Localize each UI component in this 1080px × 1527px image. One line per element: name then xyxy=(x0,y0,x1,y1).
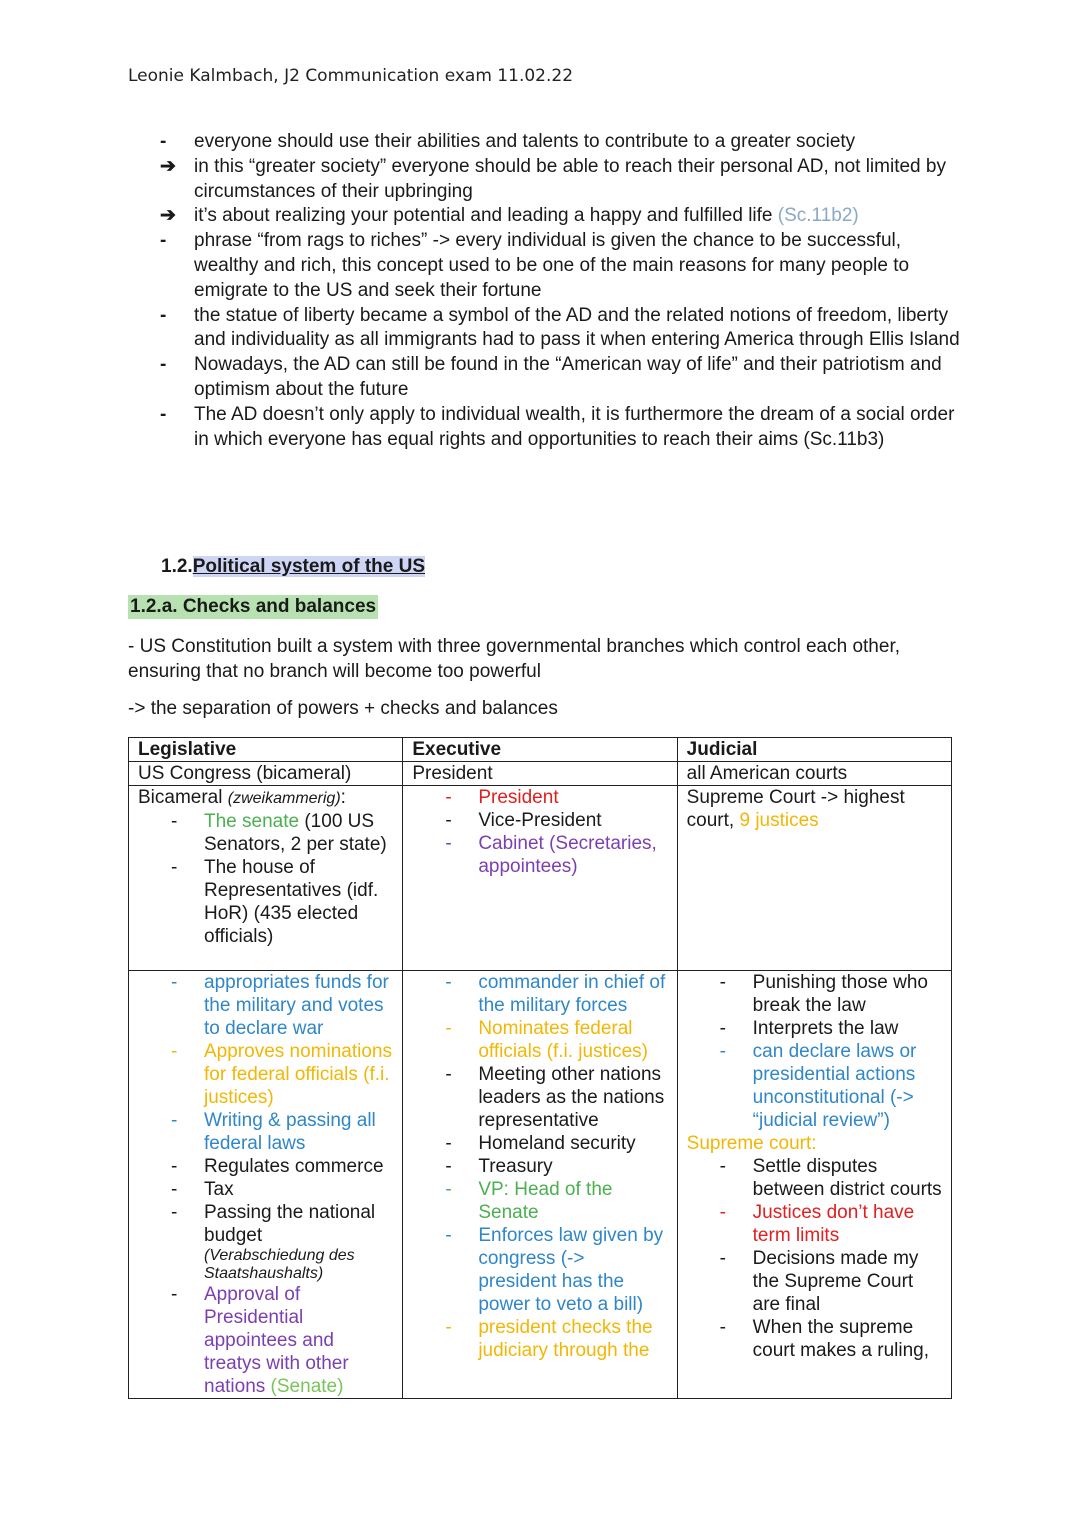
legislative-composition: Bicameral (zweikammerig): - The senate (100 US Senators, 2 per state) - The house of Representatives (idf. HoR) (435 elected officials) xyxy=(129,786,403,971)
list-item: ➔ in this “greater society” everyone should be able to reach their personal AD, not limited by circumstances of their upbringing xyxy=(160,155,960,205)
list-item: - Punishing those who break the law xyxy=(687,971,942,1017)
arrow-icon: ➔ xyxy=(160,155,176,177)
list-item: - the statue of liberty became a symbol of the AD and the related notions of freedom, liberty and individuality as all immigrants had to pass it when entering America through Ellis Island xyxy=(160,304,960,351)
list-item: - Interprets the law xyxy=(687,1017,942,1040)
list-item: - Tax xyxy=(138,1178,393,1201)
list-item: - Nominates federal officials (f.i. justices) xyxy=(412,1017,667,1063)
intro-paragraph: - US Constitution built a system with three governmental branches which control each other, ensuring that no branch will become too powerful xyxy=(128,636,900,682)
list-item: - When the supreme court makes a ruling, xyxy=(687,1316,942,1362)
header-executive: Executive xyxy=(403,738,677,762)
source-reference: (Sc.11b2) xyxy=(777,205,859,227)
list-item: - Writing & passing all federal laws xyxy=(138,1109,393,1155)
list-item: - Approves nominations for federal officials (f.i. justices) xyxy=(138,1040,393,1109)
list-item: - president checks the judiciary through the xyxy=(412,1316,667,1362)
legislative-powers xyxy=(129,971,403,1399)
executive-composition xyxy=(403,786,677,971)
executive-powers xyxy=(403,971,677,1399)
arrow-icon: ➔ xyxy=(160,205,176,227)
list-item: - Vice-President xyxy=(412,809,667,832)
list-item: - Nowadays, the AD can still be found in the “American way of life” and their patriotism and optimism about the future xyxy=(160,354,942,400)
list-item: - appropriates funds for the military and votes to declare war xyxy=(138,971,393,1040)
section-title: Political system of the US xyxy=(192,556,425,577)
header-legislative: Legislative xyxy=(129,738,403,762)
list-item: - Enforces law given by congress (-> president has the power to veto a bill) xyxy=(412,1224,667,1316)
subheader-executive: President xyxy=(403,762,677,786)
list-item: - Passing the national budget (Verabschiedung des Staatshaushalts) xyxy=(138,1201,393,1283)
list-item: - VP: Head of the Senate xyxy=(412,1178,667,1224)
supreme-court-label: Supreme court: xyxy=(686,1133,817,1154)
list-item: ➔ it’s about realizing your potential and leading a happy and fulfilled life (Sc.11b2) xyxy=(160,204,960,229)
list-item: - Justices don’t have term limits xyxy=(687,1201,942,1247)
list-item: - can declare laws or presidential actions unconstitutional (-> “judicial review”) xyxy=(687,1040,942,1132)
list-item: - The senate (100 US Senators, 2 per state) xyxy=(138,810,393,856)
subheader-legislative: US Congress (bicameral) xyxy=(129,762,403,786)
judicial-composition: Supreme Court -> highest court, 9 justices xyxy=(677,786,951,971)
list-item: - commander in chief of the military forces xyxy=(412,971,667,1017)
list-item: - phrase “from rags to riches” -> every individual is given the chance to be successful, wealthy and rich, this concept used to be one of the main reasons for many people to emigrate to the US and seek their fortune xyxy=(160,230,910,301)
subsection-heading: 1.2.a. Checks and balances xyxy=(130,596,377,617)
list-item: - Cabinet (Secretaries, appointees) xyxy=(412,832,667,878)
page-header: Leonie Kalmbach, J2 Communication exam 11.02.22 xyxy=(128,66,574,86)
list-item: - Decisions made my the Supreme Court are final xyxy=(687,1247,942,1316)
header-judicial: Judicial xyxy=(677,738,951,762)
summary-line: -> the separation of powers + checks and balances xyxy=(128,698,558,719)
bullet-list xyxy=(160,130,960,452)
judicial-powers xyxy=(677,971,951,1399)
list-item: - The AD doesn’t only apply to individual wealth, it is furthermore the dream of a social order in which everyone has equal rights and opportunities to reach their aims (Sc.11b3) xyxy=(160,403,955,450)
list-item: - President xyxy=(412,786,667,809)
subheader-judicial: all American courts xyxy=(677,762,951,786)
list-item: - The house of Representatives (idf. HoR) (435 elected officials) xyxy=(138,856,393,948)
list-item: - Settle disputes between district courts xyxy=(687,1155,942,1201)
list-item: - Treasury xyxy=(412,1155,667,1178)
list-item: - Homeland security xyxy=(412,1132,667,1155)
list-item: - everyone should use their abilities and talents to contribute to a greater society xyxy=(160,131,856,152)
section-heading: 1.2.Political system of the US xyxy=(161,556,425,577)
list-item: - Meeting other nations leaders as the nations representative xyxy=(412,1063,667,1132)
list-item: - Approval of Presidential appointees and treatys with other nations (Senate) xyxy=(138,1283,393,1398)
list-item: - Regulates commerce xyxy=(138,1155,393,1178)
branches-table xyxy=(128,737,952,1399)
